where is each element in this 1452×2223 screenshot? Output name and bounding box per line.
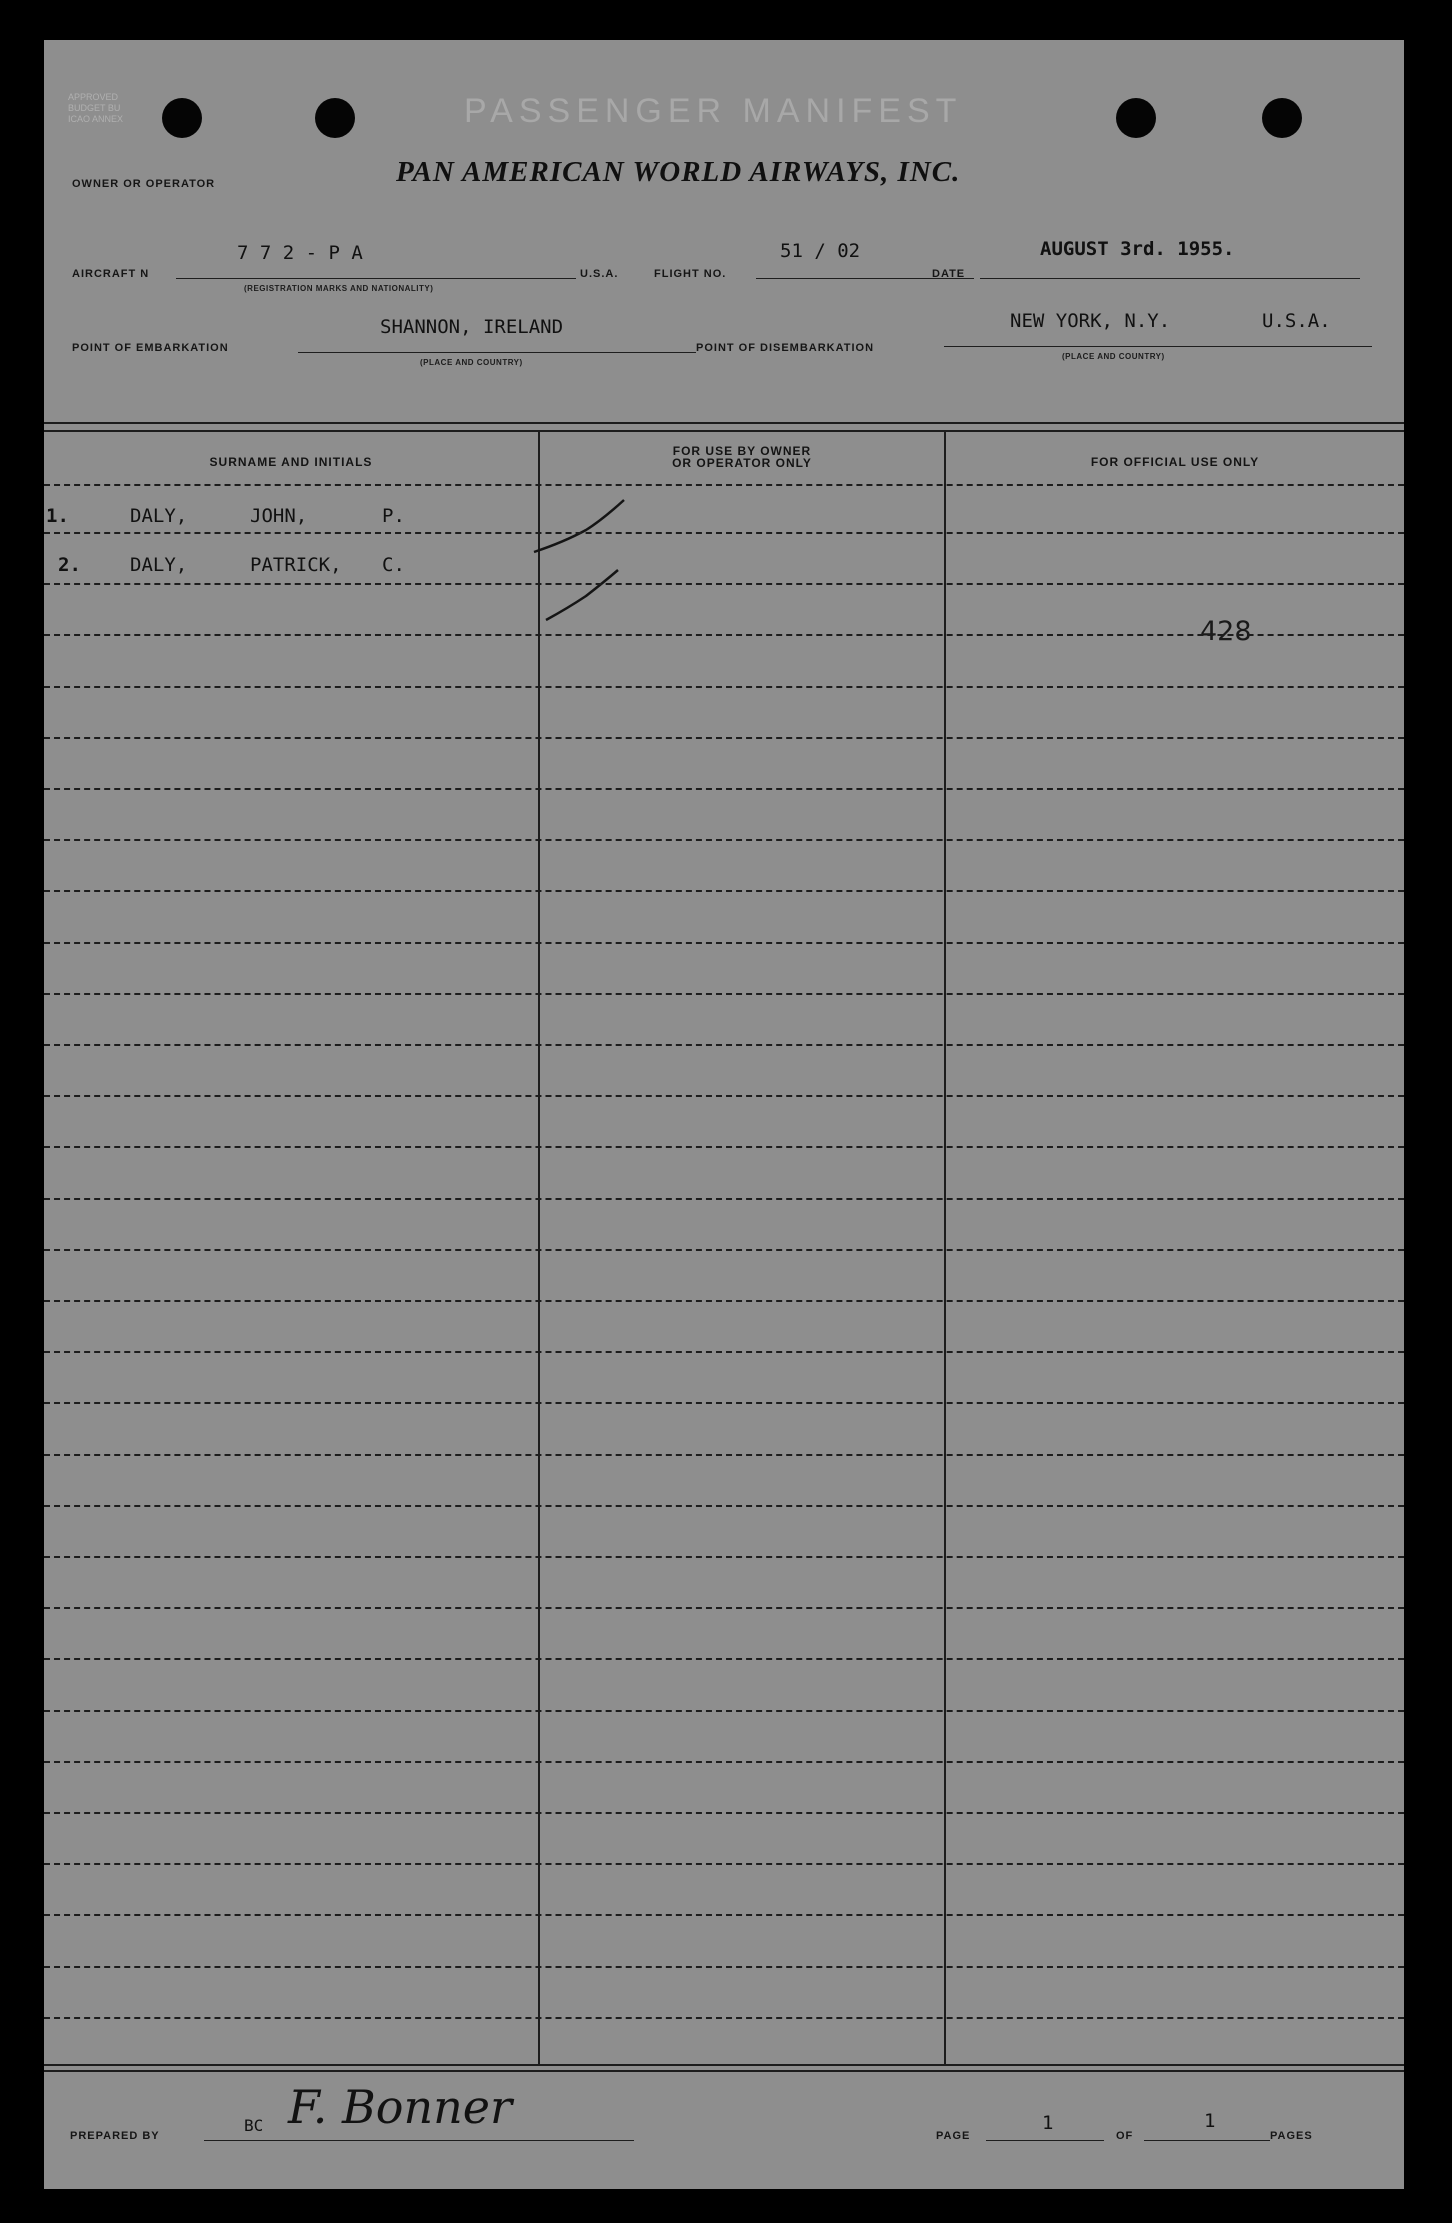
passenger-initial: P. [382,505,405,527]
prepared-by-prefix: BC [244,2116,264,2135]
manifest-sheet [44,40,1404,2189]
row-rule [44,1454,1404,1456]
page-total: 1 [1204,2110,1216,2132]
row-rule [44,1812,1404,1814]
row-rule [44,1300,1404,1302]
row-rule [44,1351,1404,1353]
flight-label: FLIGHT NO. [654,268,727,280]
passenger-number: 2. [58,554,81,576]
punch-hole-3 [1116,98,1156,138]
passenger-first-name: PATRICK, [250,554,342,576]
flight-number: 51 / 02 [780,240,861,262]
row-rule [44,993,1404,995]
punch-hole-4 [1262,98,1302,138]
row-rule [44,839,1404,841]
row-rule [44,1914,1404,1916]
disembarkation-value: NEW YORK, N.Y. [1010,310,1171,332]
row-rule [44,1402,1404,1404]
header-owner-use-1: FOR USE BY OWNER [672,444,812,458]
pages-label: PAGES [1270,2130,1313,2142]
header-official: FOR OFFICIAL USE ONLY [1090,455,1260,469]
embarkation-sublabel: (PLACE AND COUNTRY) [420,358,523,367]
owner-label: OWNER OR OPERATOR [72,178,216,190]
check-mark-2 [546,570,618,620]
row-rule [44,2017,1404,2019]
check-marks [524,460,724,640]
row-rule [44,484,1404,486]
row-rule [44,1198,1404,1200]
date-label: DATE [932,268,966,280]
aircraft-registration: 7 7 2 - P A [237,242,363,264]
row-rule [44,1761,1404,1763]
row-rule [44,583,1404,585]
disembarkation-label: POINT OF DISEMBARKATION [696,342,875,354]
header-owner-use-2: OR OPERATOR ONLY [672,456,812,470]
embarkation-label: POINT OF EMBARKATION [72,342,229,354]
row-rule [44,634,1404,636]
row-rule [44,532,1404,534]
row-rule [44,1146,1404,1148]
row-rule [44,1966,1404,1968]
page-number: 1 [1042,2112,1054,2134]
row-rule [44,686,1404,688]
row-rule [44,1658,1404,1660]
form-title: PASSENGER MANIFEST [464,92,963,130]
row-rule [44,1607,1404,1609]
disembarkation-country: U.S.A. [1262,310,1331,332]
embarkation-value: SHANNON, IRELAND [380,316,564,338]
airline-name: PAN AMERICAN WORLD AIRWAYS, INC. [396,156,961,188]
passenger-surname: DALY, [130,554,188,576]
page-label: PAGE [936,2130,971,2142]
approval-stamp: APPROVED BUDGET BU ICAO ANNEX [68,92,124,124]
punch-hole-1 [162,98,202,138]
preparer-signature: F. Bonner [288,2080,512,2134]
passenger-surname: DALY, [130,505,188,527]
row-rule [44,1095,1404,1097]
passenger-first-name: JOHN, [250,505,308,527]
row-rule [44,1249,1404,1251]
header-surname: SURNAME AND INITIALS [209,455,373,469]
official-note: 428 [1200,616,1252,647]
flight-date: AUGUST 3rd. 1955. [1040,238,1235,260]
check-mark-1 [534,500,624,552]
row-rule [44,737,1404,739]
aircraft-country: U.S.A. [580,268,619,280]
disembarkation-sublabel: (PLACE AND COUNTRY) [1062,352,1165,361]
passenger-number: 1. [46,505,69,527]
aircraft-label: AIRCRAFT N [72,268,150,280]
row-rule [44,788,1404,790]
row-rule [44,1044,1404,1046]
row-rule [44,1556,1404,1558]
passenger-initial: C. [382,554,405,576]
row-rule [44,890,1404,892]
row-rule [44,1710,1404,1712]
row-rule [44,1863,1404,1865]
aircraft-sublabel: (REGISTRATION MARKS AND NATIONALITY) [244,284,434,293]
row-rule [44,942,1404,944]
of-label: OF [1116,2130,1134,2142]
prepared-by-label: PREPARED BY [70,2130,160,2142]
punch-hole-2 [315,98,355,138]
row-rule [44,1505,1404,1507]
